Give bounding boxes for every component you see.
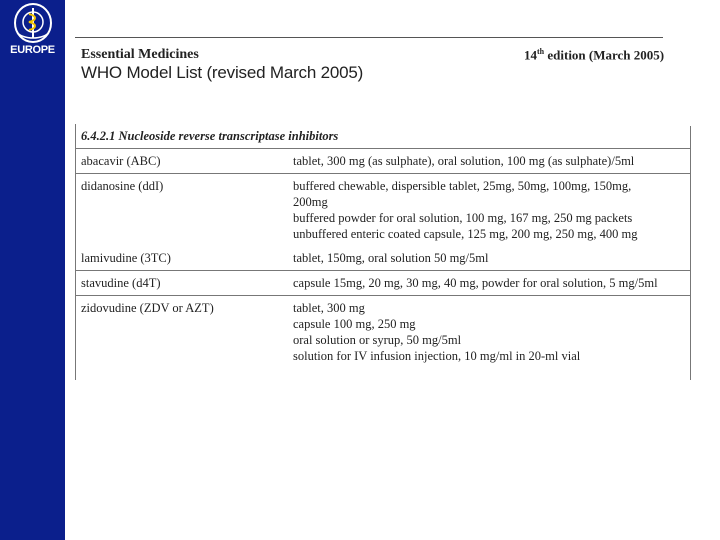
table-right-border: [690, 126, 691, 380]
dosage-forms: [287, 149, 690, 174]
dosage-form-line: tablet, 300 mg: [293, 301, 365, 315]
dosage-form-line: capsule 15mg, 20 mg, 30 mg, 40 mg, powder for oral solution, 5 mg/5ml: [293, 276, 658, 290]
medicines-table: [75, 124, 690, 368]
dosage-form-line: unbuffered enteric coated capsule, 125 mg, 200 mg, 250 mg, 400 mg: [293, 227, 638, 241]
dosage-form-line: buffered powder for oral solution, 100 mg, 167 mg, 250 mg packets: [293, 211, 633, 225]
dosage-form-line: tablet, 150mg, oral solution 50 mg/5ml: [293, 251, 489, 265]
edition-suffix: th: [537, 47, 545, 56]
edition-number: 14: [524, 47, 537, 63]
table-row: [75, 296, 690, 369]
dosage-forms: [287, 174, 690, 247]
page-title: WHO Model List (revised March 2005): [81, 63, 364, 82]
edition-label: [524, 47, 664, 63]
medicine-name: zidovudine (ZDV or AZT): [75, 296, 287, 369]
region-label: EUROPE: [10, 44, 55, 56]
who-emblem-icon: [10, 2, 56, 44]
header-rule: [75, 37, 663, 38]
sidebar: [0, 0, 65, 540]
dosage-form-line: 200mg: [293, 195, 328, 209]
medicine-name: stavudine (d4T): [75, 271, 287, 296]
table-row: [75, 174, 690, 247]
dosage-form-line: capsule 100 mg, 250 mg: [293, 317, 416, 331]
section-row: [75, 124, 690, 149]
dosage-forms: [287, 246, 690, 271]
dosage-forms: [287, 271, 690, 296]
document-kicker: Essential Medicines: [81, 47, 199, 62]
dosage-form-line: oral solution or syrup, 50 mg/5ml: [293, 333, 462, 347]
edition-rest: edition (March 2005): [544, 47, 665, 63]
table-row: [75, 271, 690, 296]
dosage-form-line: tablet, 300 mg (as sulphate), oral solution, 100 mg (as sulphate)/5ml: [293, 154, 635, 168]
medicine-name: lamivudine (3TC): [81, 251, 171, 265]
medicine-name: abacavir (ABC): [75, 149, 287, 174]
dosage-form-line: buffered chewable, dispersible tablet, 25mg, 50mg, 100mg, 150mg,: [293, 179, 632, 193]
dosage-form-line: solution for IV infusion injection, 10 mg/ml in 20-ml vial: [293, 349, 581, 363]
medicine-name: didanosine (ddI): [75, 174, 287, 247]
table-row: [75, 246, 690, 271]
dosage-forms: [287, 296, 690, 369]
table-row: [75, 149, 690, 174]
section-title: 6.4.2.1 Nucleoside reverse transcriptase inhibitors: [81, 129, 339, 143]
